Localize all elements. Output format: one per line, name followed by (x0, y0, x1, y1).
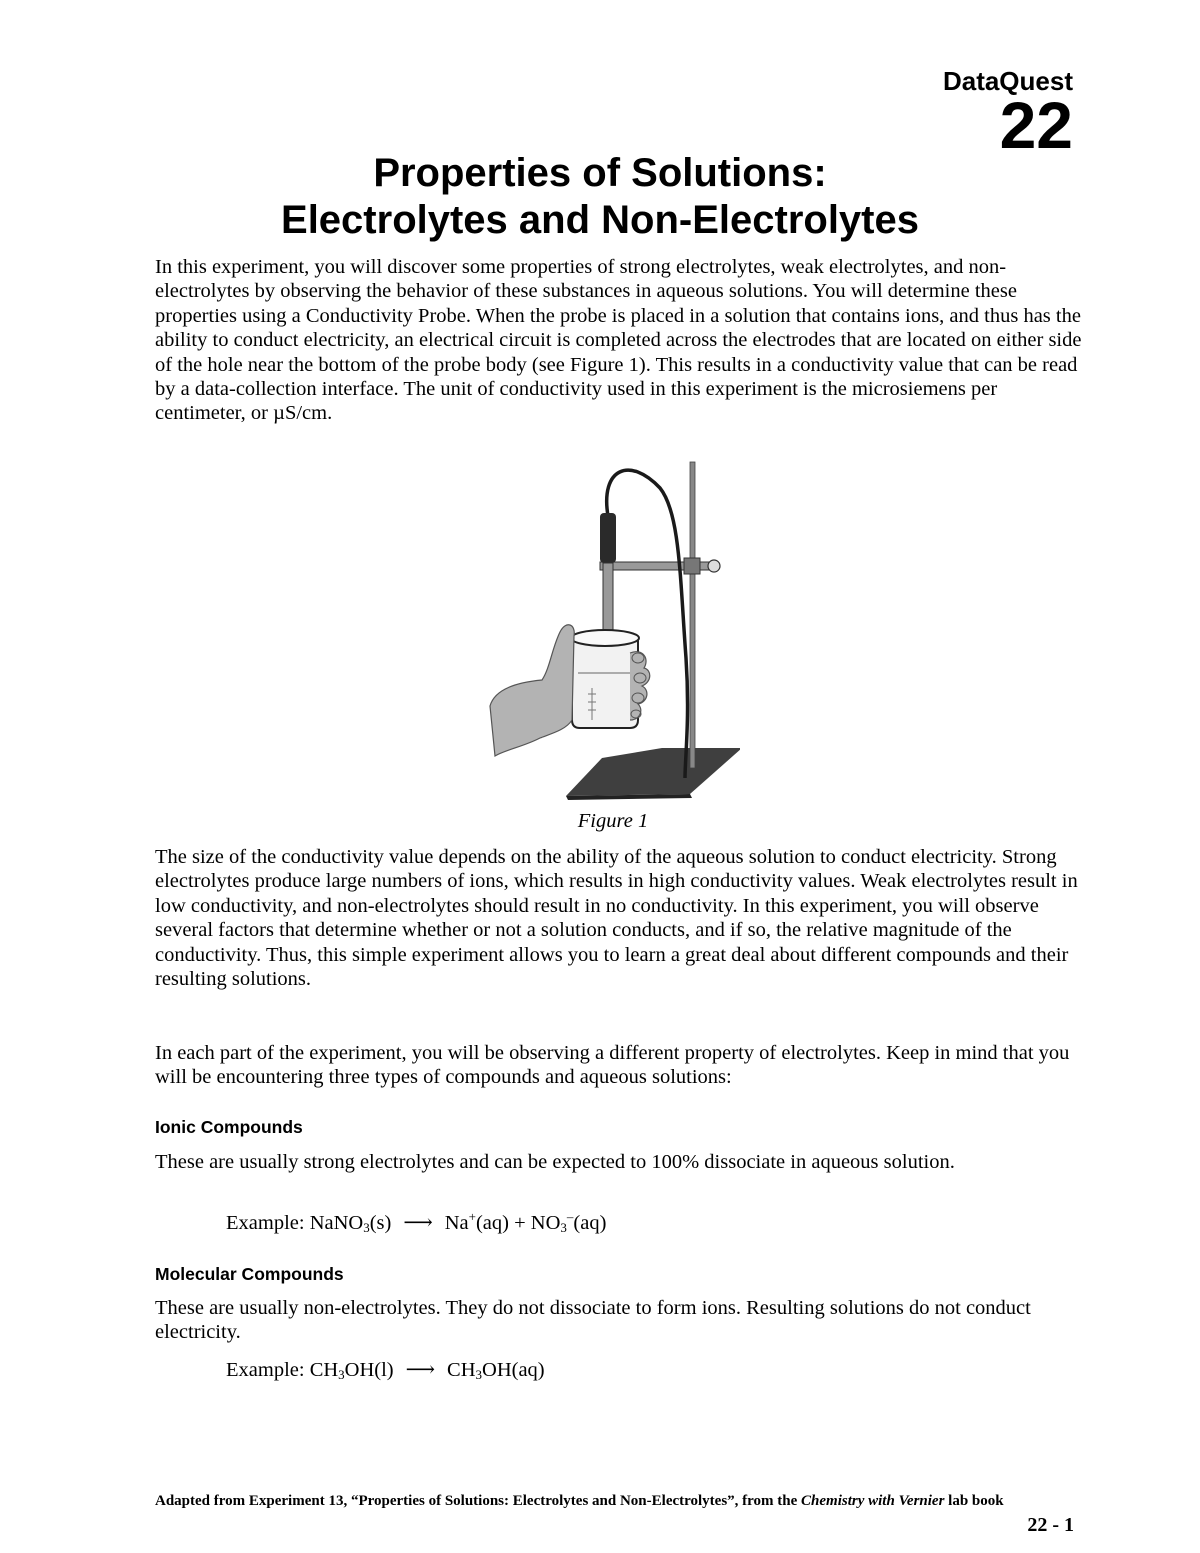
subscript: 3 (363, 1220, 370, 1235)
subscript: 3 (560, 1220, 567, 1235)
beaker-rim (571, 630, 639, 646)
product-formula: CH (447, 1359, 476, 1381)
conductivity-paragraph: The size of the conductivity value depends on the ability of the aqueous solution to conduct electricity. Strong electrolytes produce large numbers of ions, which results in high conductivity values. Weak electrolytes result in low conductivity, and non-electrolytes should result in no conductivity. In this experiment, you will observe several factors that determine whether or not a solution conducts, and if so, the relative magnitude of the conductivity. Thus, this simple experiment allows you to learn a great deal about different compounds and their resulting solutions. (155, 846, 1078, 991)
molecular-example-equation (226, 1357, 545, 1382)
reactant-state: (s) (369, 1212, 392, 1234)
probe-head (600, 513, 616, 563)
book-title: Chemistry with Vernier (801, 1493, 945, 1509)
compound-types-paragraph: In each part of the experiment, you will be observing a different property of electrolytes. Keep in mind that you will be encountering three types of compounds and aqueous solutions: (155, 1042, 1070, 1089)
molecular-compounds-heading: Molecular Compounds (155, 1264, 344, 1284)
example-label: Example: (226, 1212, 305, 1234)
footer-attribution (155, 1488, 1055, 1514)
subscript: 3 (475, 1367, 483, 1382)
glove-hand (490, 625, 574, 756)
product-state: (aq) (573, 1212, 607, 1234)
ionic-compounds-heading: Ionic Compounds (155, 1117, 303, 1137)
page-number: 22 - 1 (1027, 1514, 1074, 1536)
product-formula: Na (444, 1212, 469, 1234)
beaker (572, 638, 638, 728)
reaction-arrow: ⟶ (405, 1359, 436, 1381)
probe-cable (607, 470, 688, 778)
molecular-compounds-text: These are usually non-electrolytes. They do not dissociate to form ions. Resulting solutions do not conduct electricity. (155, 1297, 1031, 1344)
series-number: 22 (999, 88, 1073, 162)
series-label: DataQuest (942, 66, 1073, 96)
stand-base (566, 748, 740, 796)
ionic-compounds-text: These are usually strong electrolytes and can be expected to 100% dissociate in aqueous solution. (155, 1151, 955, 1173)
reactant-formula: NaNO (309, 1212, 364, 1234)
glove-fingers (630, 652, 650, 720)
footer-text: Adapted from Experiment 13, “Properties of Solutions: Electrolytes and Non-Electrolytes”, from the (155, 1493, 802, 1509)
title-line-2: Electrolytes and Non-Electrolytes (281, 198, 919, 242)
clamp-knob (708, 560, 720, 572)
page-title (0, 150, 1200, 244)
title-line-1: Properties of Solutions: (373, 151, 827, 195)
subscript: 3 (338, 1367, 345, 1382)
product-state: OH(aq) (482, 1359, 545, 1381)
reactant-formula: CH (309, 1359, 339, 1381)
example-label: Example: (226, 1359, 305, 1381)
superscript: + (468, 1209, 476, 1224)
reactant-state: OH(l) (344, 1359, 394, 1381)
product-formula: (aq) + NO (475, 1212, 561, 1234)
conductivity-probe-figure (480, 458, 740, 803)
footer-text: lab book (944, 1493, 1004, 1509)
ionic-example-equation (226, 1210, 606, 1235)
superscript: – (566, 1209, 574, 1224)
reaction-arrow: ⟶ (403, 1212, 433, 1234)
figure-caption: Figure 1 (577, 810, 649, 832)
stand-rod (690, 462, 695, 768)
clamp-block (684, 558, 700, 574)
intro-paragraph: In this experiment, you will discover some properties of strong electrolytes, weak electrolytes, and non-electrolytes by observing the behavior of these substances in aqueous solutions. You will determine these properties using a Conductivity Probe. When the probe is placed in a solution that contains ions, and thus has the ability to conduct electricity, an electrical circuit is completed across the electrodes that are located on either side of the hole near the bottom of the probe body (see Figure 1). This results in a conductivity value that can be read by a data-collection interface. The unit of conductivity used in this experiment is the microsiemens per centimeter, or µS/cm. (155, 256, 1082, 425)
